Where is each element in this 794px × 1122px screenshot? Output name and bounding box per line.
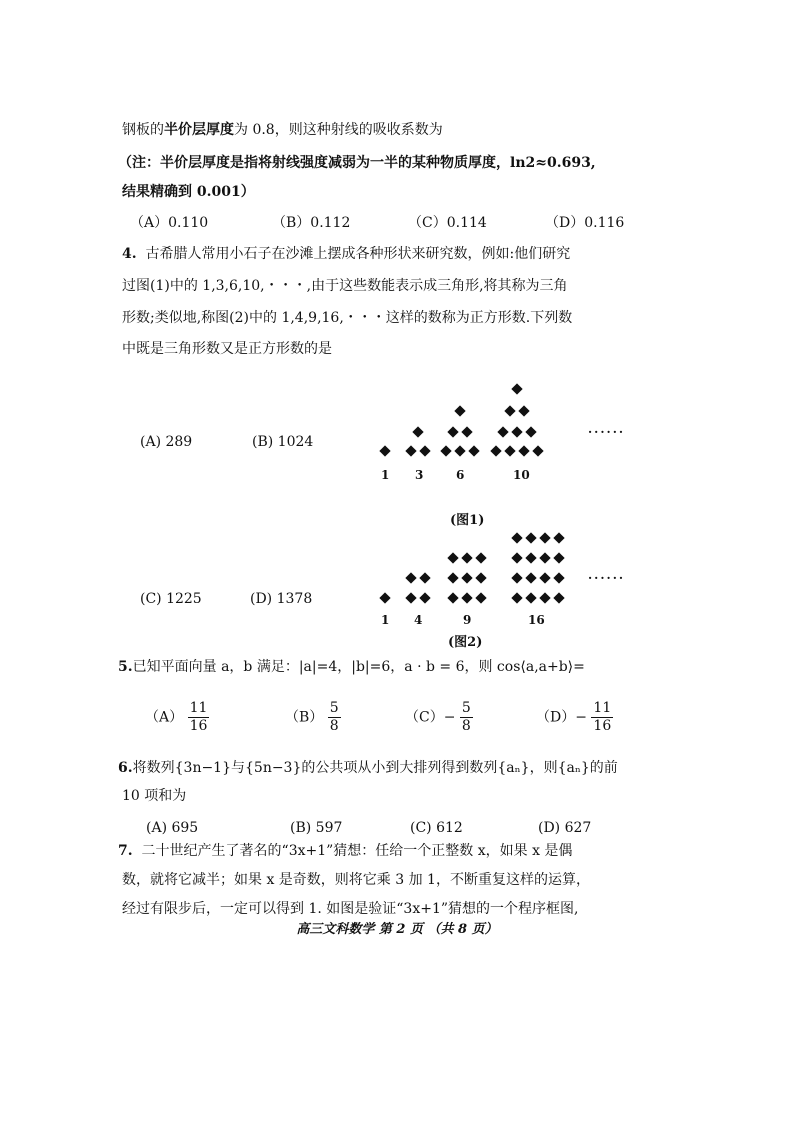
fig2-label: 4 — [414, 613, 423, 627]
fraction-numerator: 5 — [461, 700, 471, 716]
fraction-denominator: 16 — [189, 718, 208, 734]
diamond-dot — [405, 592, 416, 603]
diamond-dot — [511, 592, 522, 603]
diamond-dot — [419, 592, 430, 603]
diamond-dot — [525, 532, 536, 543]
diamond-dot — [419, 445, 430, 456]
q3-text-post: 为 0.8，则这种射线的吸收系数为 — [234, 122, 443, 138]
q3-option-c: （C）0.114 — [408, 215, 487, 231]
q6-option-a: (A) 695 — [146, 820, 199, 836]
fig2-label: 16 — [528, 613, 545, 627]
fraction-denominator: 8 — [329, 718, 339, 734]
q5-option-fraction — [460, 700, 473, 735]
diamond-dot — [497, 426, 508, 437]
diamond-dot — [511, 426, 522, 437]
diamond-dot — [525, 592, 536, 603]
diamond-dot — [447, 592, 458, 603]
q3-line1 — [122, 120, 443, 140]
q5-option-b — [285, 700, 341, 735]
diamond-dot — [454, 405, 465, 416]
diamond-dot — [447, 572, 458, 583]
diamond-dot — [553, 572, 564, 583]
diamond-dot — [504, 405, 515, 416]
diamond-dot — [475, 592, 486, 603]
diamond-dot — [511, 572, 522, 583]
diamond-dot — [447, 552, 458, 563]
diamond-dot — [539, 572, 550, 583]
q5-option-label: （B） — [285, 709, 324, 726]
diamond-dot — [532, 445, 543, 456]
q6-line1-text: 将数列{3n−1}与{5n−3}的公共项从小到大排列得到数列{aₙ}，则{aₙ}的前 — [132, 760, 618, 776]
q6-line2: 10 项和为 — [122, 788, 187, 804]
diamond-dot — [539, 552, 550, 563]
q3-note-line1: （注：半价层厚度是指将射线强度减弱为一半的某种物质厚度，ln2≈0.693, — [118, 155, 596, 171]
q7-line1 — [118, 841, 572, 861]
diamond-dot — [525, 552, 536, 563]
diamond-dot — [461, 572, 472, 583]
q4-line4: 中既是三角形数又是正方形数的是 — [122, 341, 332, 357]
q4-option-c: (C) 1225 — [140, 591, 202, 607]
q5-option-sign: − — [443, 709, 456, 726]
q5-option-label: （D） — [536, 709, 576, 726]
diamond-dot — [553, 592, 564, 603]
q3-text-bold: 半价层厚度 — [164, 122, 234, 138]
fraction-numerator: 5 — [329, 700, 339, 716]
q7-line1-text: 二十世纪产生了著名的“3x+1”猜想：任给一个正整数 x，如果 x 是偶 — [141, 843, 573, 859]
q7-line3: 经过有限步后，一定可以得到 1. 如图是验证“3x+1”猜想的一个程序框图, — [122, 901, 579, 917]
fig1-label: 3 — [415, 468, 424, 482]
fig1-label: 1 — [381, 468, 390, 482]
diamond-dot — [461, 426, 472, 437]
q3-note-line2: 结果精确到 0.001） — [122, 184, 255, 200]
q6-option-c: (C) 612 — [410, 820, 463, 836]
fig1-label: 10 — [513, 468, 530, 482]
fig1-caption: (图1) — [450, 513, 485, 528]
q6-line1 — [118, 758, 618, 778]
fraction-denominator: 8 — [461, 718, 471, 734]
diamond-dot — [553, 552, 564, 563]
diamond-dot — [518, 445, 529, 456]
diamond-dot — [525, 572, 536, 583]
diamond-dot — [525, 426, 536, 437]
diamond-dot — [447, 426, 458, 437]
q5-stem-text: 已知平面向量 a，b 满足：|a|=4，|b|=6，a · b = 6，则 cos⟨a,a+b⟩= — [132, 659, 585, 675]
diamond-dot — [539, 592, 550, 603]
q7-number: 7. — [118, 843, 133, 859]
q4-option-b: (B) 1024 — [252, 434, 314, 450]
fraction-numerator: 11 — [189, 700, 208, 716]
q3-option-a: （A）0.110 — [130, 215, 209, 231]
diamond-dot — [379, 592, 390, 603]
diamond-dot — [539, 532, 550, 543]
diamond-dot — [412, 426, 423, 437]
fig2-label: 9 — [463, 613, 472, 627]
q5-stem — [118, 657, 585, 677]
page-footer: 高三文科数学 第 2 页 （共 8 页） — [296, 922, 498, 937]
q6-option-d: (D) 627 — [538, 820, 592, 836]
q5-option-fraction — [188, 700, 210, 735]
triangular-numbers-figure — [370, 375, 640, 495]
diamond-dot — [504, 445, 515, 456]
q3-option-b: （B）0.112 — [272, 215, 351, 231]
q5-option-label: （A） — [145, 709, 184, 726]
diamond-dot — [553, 532, 564, 543]
q5-option-a — [145, 700, 209, 735]
q4-line1 — [122, 244, 570, 264]
q3-text-pre: 钢板的 — [122, 122, 164, 138]
diamond-dot — [461, 552, 472, 563]
q5-option-c — [405, 700, 473, 735]
diamond-dot — [419, 572, 430, 583]
q6-number: 6. — [118, 760, 133, 776]
diamond-dot — [475, 552, 486, 563]
diamond-dot — [461, 592, 472, 603]
diamond-dot — [511, 552, 522, 563]
q6-option-b: (B) 597 — [290, 820, 343, 836]
q5-option-sign: − — [575, 709, 587, 726]
diamond-dot — [440, 445, 451, 456]
q4-number: 4. — [122, 246, 137, 262]
diamond-dot — [379, 445, 390, 456]
diamond-dot — [490, 445, 501, 456]
fig1-ellipsis: ······ — [588, 425, 626, 439]
diamond-dot — [511, 383, 522, 394]
square-numbers-figure — [370, 525, 640, 635]
q4-line3: 形数;类似地,称图(2)中的 1,4,9,16,・・・这样的数称为正方形数.下列数 — [122, 310, 573, 326]
q5-option-d — [536, 700, 613, 735]
diamond-dot — [518, 405, 529, 416]
diamond-dot — [511, 532, 522, 543]
q4-line1-text: 古希腊人常用小石子在沙滩上摆成各种形状来研究数，例如:他们研究 — [145, 246, 571, 262]
diamond-dot — [475, 572, 486, 583]
fraction-numerator: 11 — [593, 700, 612, 716]
diamond-dot — [468, 445, 479, 456]
diamond-dot — [405, 445, 416, 456]
q4-option-a: (A) 289 — [140, 434, 193, 450]
q5-option-label: （C） — [405, 709, 444, 726]
diamond-dot — [454, 445, 465, 456]
fraction-denominator: 16 — [593, 718, 612, 734]
fig2-label: 1 — [381, 613, 390, 627]
diamond-dot — [405, 572, 416, 583]
q5-option-fraction — [591, 700, 613, 735]
fig1-label: 6 — [456, 468, 465, 482]
q7-line2: 数，就将它减半；如果 x 是奇数，则将它乘 3 加 1，不断重复这样的运算， — [122, 872, 590, 888]
q4-option-d: (D) 1378 — [250, 591, 313, 607]
fig2-ellipsis: ······ — [588, 571, 626, 585]
q5-option-fraction — [328, 700, 341, 735]
q4-line2: 过图(1)中的 1,3,6,10,・・・,由于这些数能表示成三角形,将其称为三角 — [122, 278, 568, 294]
fig2-caption: (图2) — [448, 635, 483, 650]
q5-number: 5. — [118, 659, 133, 675]
q3-option-d: （D）0.116 — [545, 215, 625, 231]
